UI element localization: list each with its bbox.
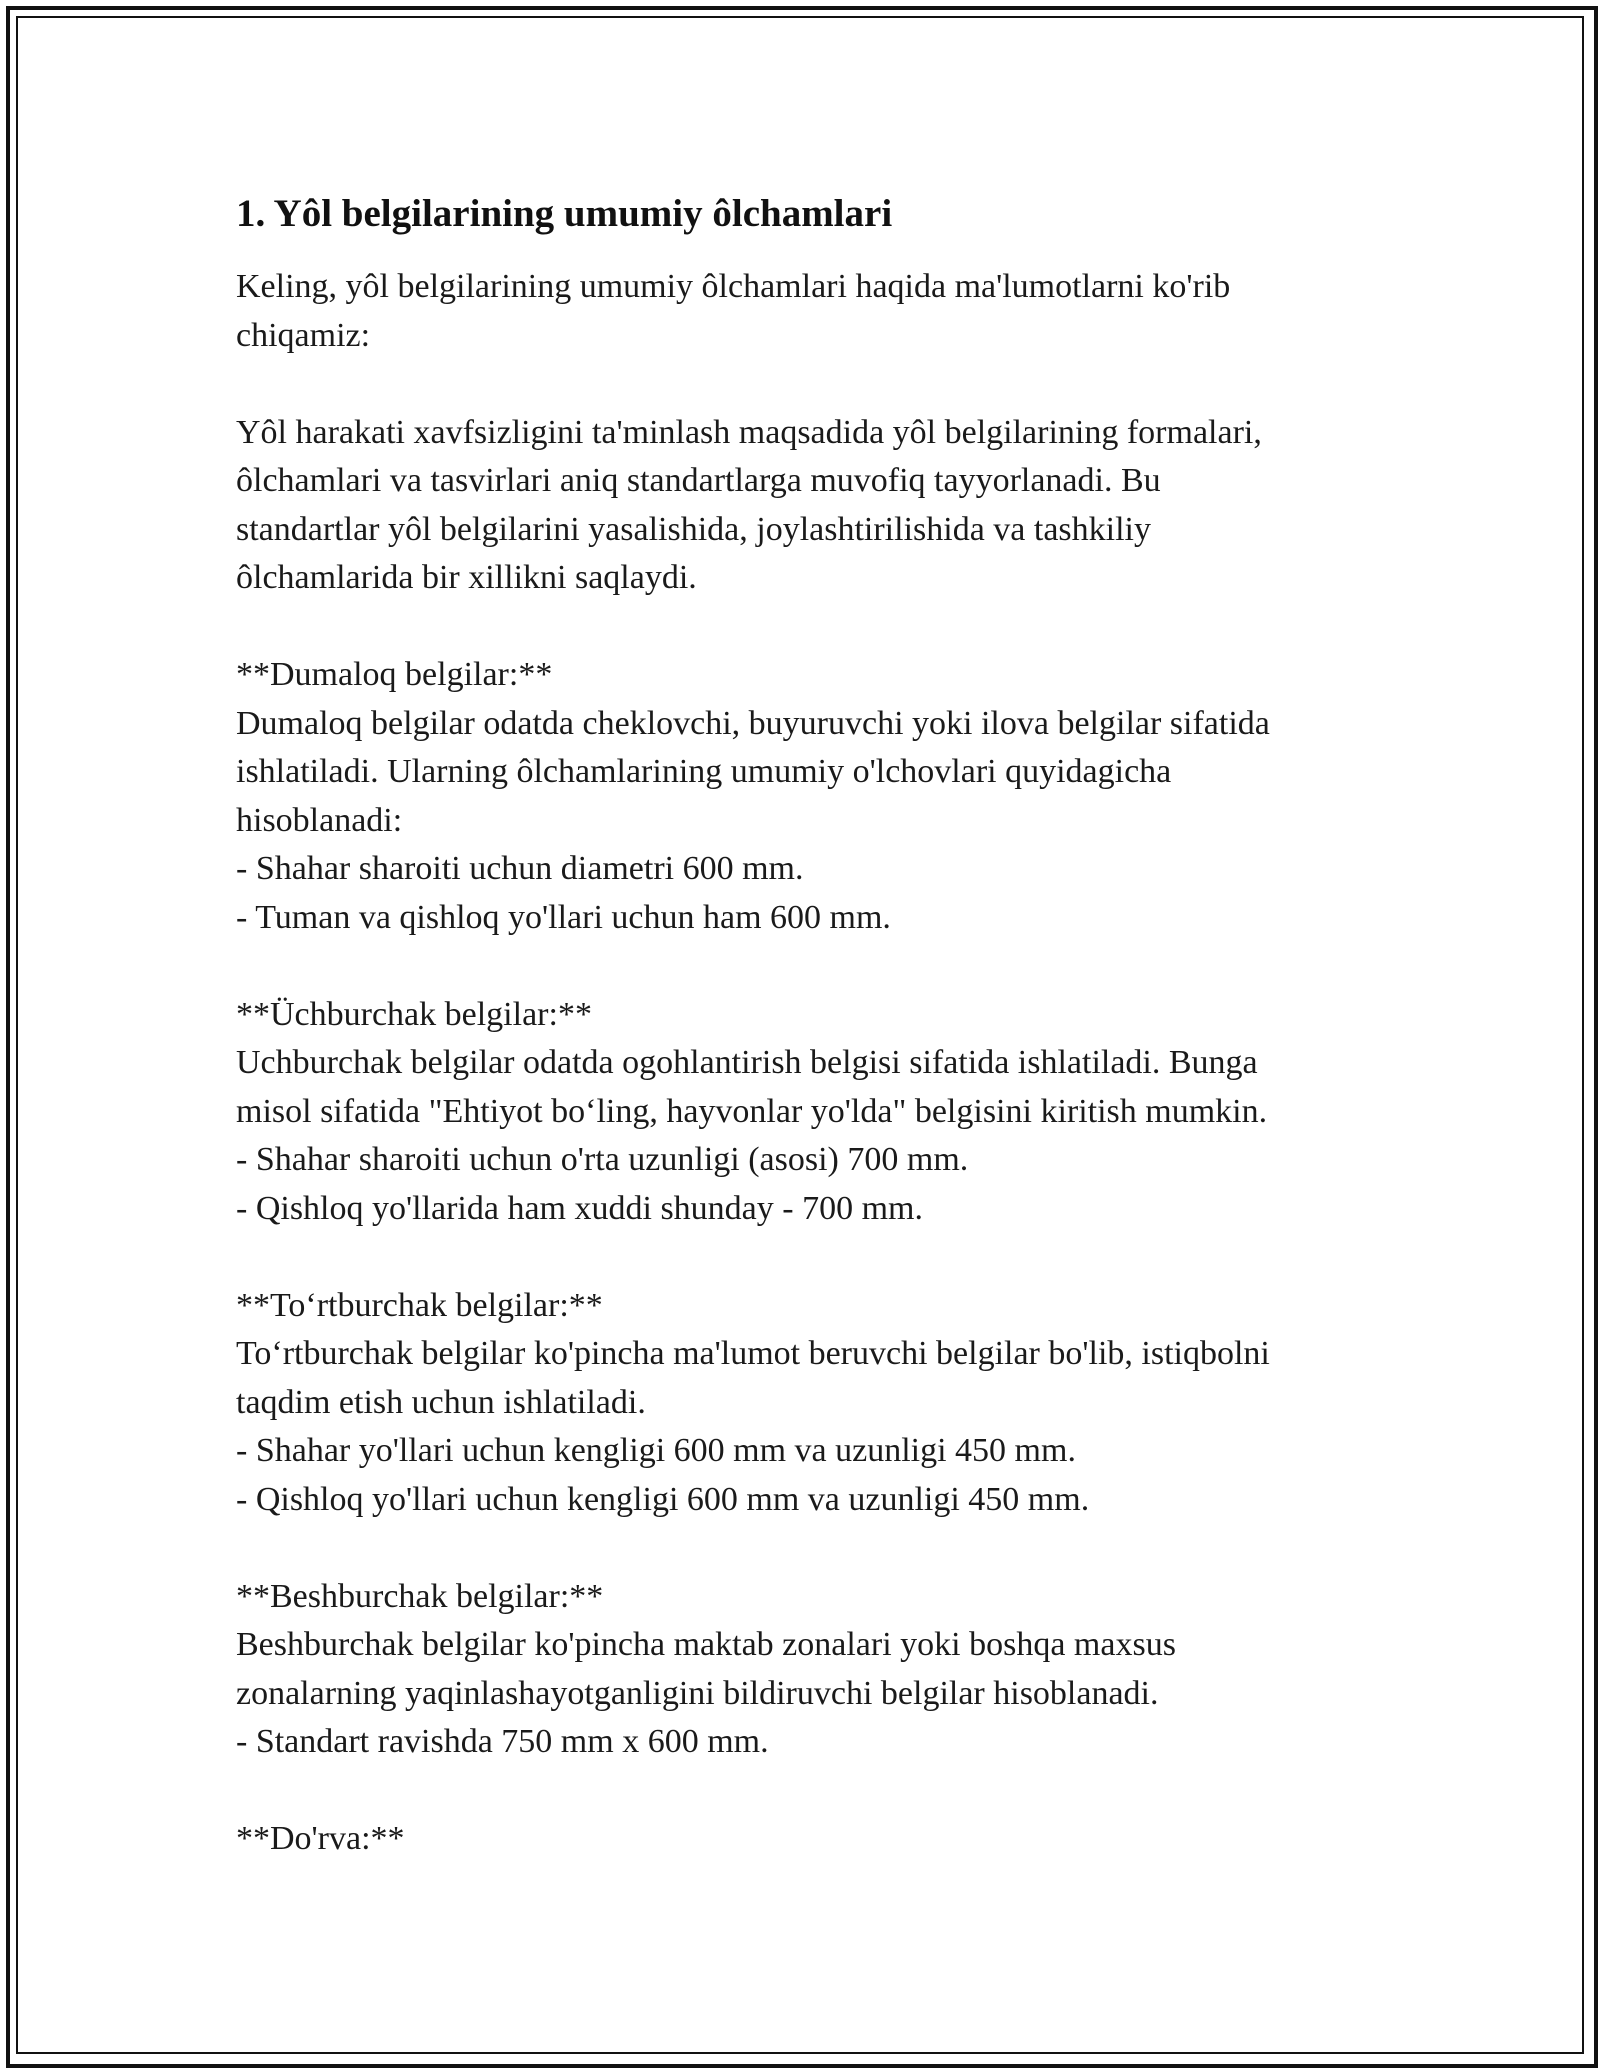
text-line: taqdim etish uchun ishlatiladi. bbox=[236, 1383, 646, 1421]
list-item: - Standart ravishda 750 mm x 600 mm. bbox=[236, 1723, 769, 1760]
text-line: Yôl harakati xavfsizligini ta'minlash maqsadida yôl belgilarining formalari, bbox=[236, 413, 1262, 451]
text-line: misol sifatida "Ehtiyot bo‘ling, hayvonlar yo'lda" belgisini kiritish mumkin. bbox=[236, 1092, 1268, 1130]
text-line: Beshburchak belgilar ko'pincha maktab zonalari yoki boshqa maxsus bbox=[236, 1626, 1176, 1663]
list-item: - Shahar sharoiti uchun o'rta uzunligi (asosi) 700 mm. bbox=[236, 1141, 969, 1178]
document-body bbox=[236, 188, 1376, 1864]
text-line: To‘rtburchak belgilar ko'pincha ma'lumot beruvchi belgilar bo'lib, istiqbolni bbox=[236, 1335, 1270, 1372]
section-heading: **Beshburchak belgilar:** bbox=[236, 1577, 604, 1615]
text-line: zonalarning yaqinlashayotganligini bildiruvchi belgilar hisoblanadi. bbox=[236, 1674, 1159, 1712]
list-item: - Shahar sharoiti uchun diametri 600 mm. bbox=[236, 850, 804, 887]
section-triangle-signs bbox=[236, 991, 1376, 1234]
list-item: - Tuman va qishloq yo'llari uchun ham 600 mm. bbox=[236, 898, 891, 936]
section-rectangle-signs bbox=[236, 1282, 1376, 1525]
section-dorva bbox=[236, 1815, 1376, 1864]
list-item: - Qishloq yo'llari uchun kengligi 600 mm va uzunligi 450 mm. bbox=[236, 1480, 1090, 1518]
section-pentagon-signs bbox=[236, 1573, 1376, 1767]
text-line: Dumaloq belgilar odatda cheklovchi, buyuruvchi yoki ilova belgilar sifatida bbox=[236, 704, 1270, 742]
text-line: standartlar yôl belgilarini yasalishida, joylashtirilishida va tashkiliy bbox=[236, 510, 1151, 548]
section-round-signs bbox=[236, 651, 1376, 942]
section-heading: **Do'rva:** bbox=[236, 1820, 405, 1857]
text-line: ishlatiladi. Ularning ôlchamlarining umumiy o'lchovlari quyidagicha bbox=[236, 753, 1172, 790]
text-line: ôlchamlari va tasvirlari aniq standartlarga muvofiq tayyorlanadi. Bu bbox=[236, 462, 1161, 499]
text-line: Keling, yôl belgilarining umumiy ôlchamlari haqida ma'lumotlarni ko'rib bbox=[236, 268, 1231, 305]
body-paragraph bbox=[236, 409, 1376, 603]
section-heading: **Dumaloq belgilar:** bbox=[236, 656, 553, 693]
list-item: - Shahar yo'llari uchun kengligi 600 mm va uzunligi 450 mm. bbox=[236, 1432, 1076, 1469]
text-line: ôlchamlarida bir xillikni saqlaydi. bbox=[236, 559, 697, 596]
list-item: - Qishloq yo'llarida ham xuddi shunday - 700 mm. bbox=[236, 1189, 923, 1227]
text-line: Uchburchak belgilar odatda ogohlantirish belgisi sifatida ishlatiladi. Bunga bbox=[236, 1044, 1258, 1081]
intro-paragraph bbox=[236, 263, 1376, 360]
section-heading: **To‘rtburchak belgilar:** bbox=[236, 1286, 603, 1324]
section-heading: **Üchburchak belgilar:** bbox=[236, 995, 592, 1033]
text-line: chiqamiz: bbox=[236, 316, 371, 354]
text-line: hisoblanadi: bbox=[236, 801, 403, 839]
document-title: 1. Yôl belgilarining umumiy ôlchamlari bbox=[236, 192, 893, 235]
